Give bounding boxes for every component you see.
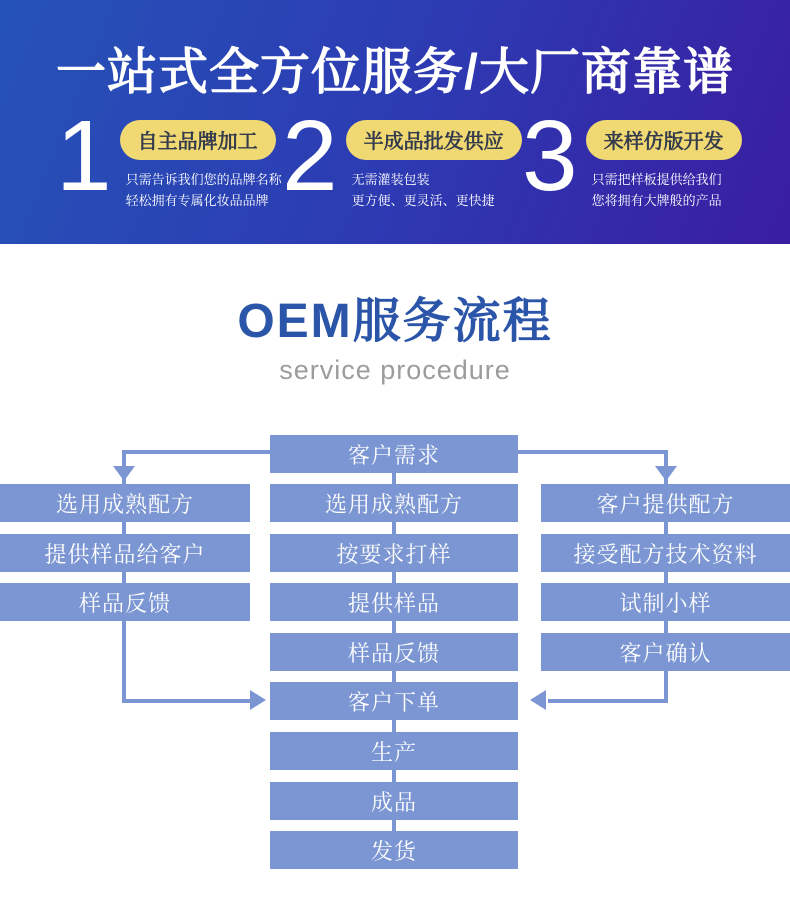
feature-desc-line: 无需灌装包装: [351, 172, 430, 187]
flow-box-merge-3: 成品: [270, 782, 518, 820]
flow-box-right-4: 客户确认: [541, 633, 790, 671]
feature-badge-2: 半成品批发供应: [346, 120, 522, 160]
feature-desc-line: 更方便、更灵活、更快捷: [351, 192, 495, 208]
arrow-down-right-icon: [655, 466, 677, 481]
connector-merge-right-horizontal: [548, 699, 668, 703]
banner-title: 一站式全方位服务/大厂商靠谱: [56, 44, 734, 100]
flow-box-right-1: 客户提供配方: [541, 484, 790, 522]
feature-number-2: 2: [282, 100, 338, 212]
flow-box-merge-2: 生产: [270, 732, 518, 770]
flow-box-right-3: 试制小样: [541, 583, 790, 621]
feature-desc-line: 只需把样板提供给我们: [591, 172, 722, 187]
connector-merge-left-horizontal: [122, 699, 250, 703]
section-subtitle: service procedure: [279, 355, 511, 385]
feature-badge-1: 自主品牌加工: [120, 120, 276, 160]
arrow-down-left-icon: [113, 466, 135, 481]
flow-box-start: 客户需求: [270, 435, 518, 473]
feature-number-1: 1: [56, 100, 112, 212]
section-title: OEM服务流程: [237, 295, 553, 348]
flow-box-left-1: 选用成熟配方: [0, 484, 250, 522]
flow-box-middle-1: 选用成熟配方: [270, 484, 518, 522]
flow-box-middle-4: 样品反馈: [270, 633, 518, 671]
flow-box-middle-2: 按要求打样: [270, 534, 518, 572]
feature-number-3: 3: [522, 100, 578, 212]
feature-badge-3: 来样仿版开发: [586, 120, 742, 160]
feature-desc-line: 只需告诉我们您的品牌名称: [125, 172, 282, 187]
flow-box-middle-3: 提供样品: [270, 583, 518, 621]
flow-box-merge-1: 客户下单: [270, 682, 518, 720]
flow-box-left-2: 提供样品给客户: [0, 534, 250, 572]
flow-box-left-3: 样品反馈: [0, 583, 250, 621]
flow-box-right-2: 接受配方技术资料: [541, 534, 790, 572]
arrow-right-icon: [250, 690, 266, 710]
arrow-left-icon: [530, 690, 546, 710]
feature-desc-line: 轻松拥有专属化妆品品牌: [125, 192, 269, 208]
flow-box-merge-4: 发货: [270, 831, 518, 869]
feature-desc-line: 您将拥有大牌般的产品: [591, 192, 722, 208]
